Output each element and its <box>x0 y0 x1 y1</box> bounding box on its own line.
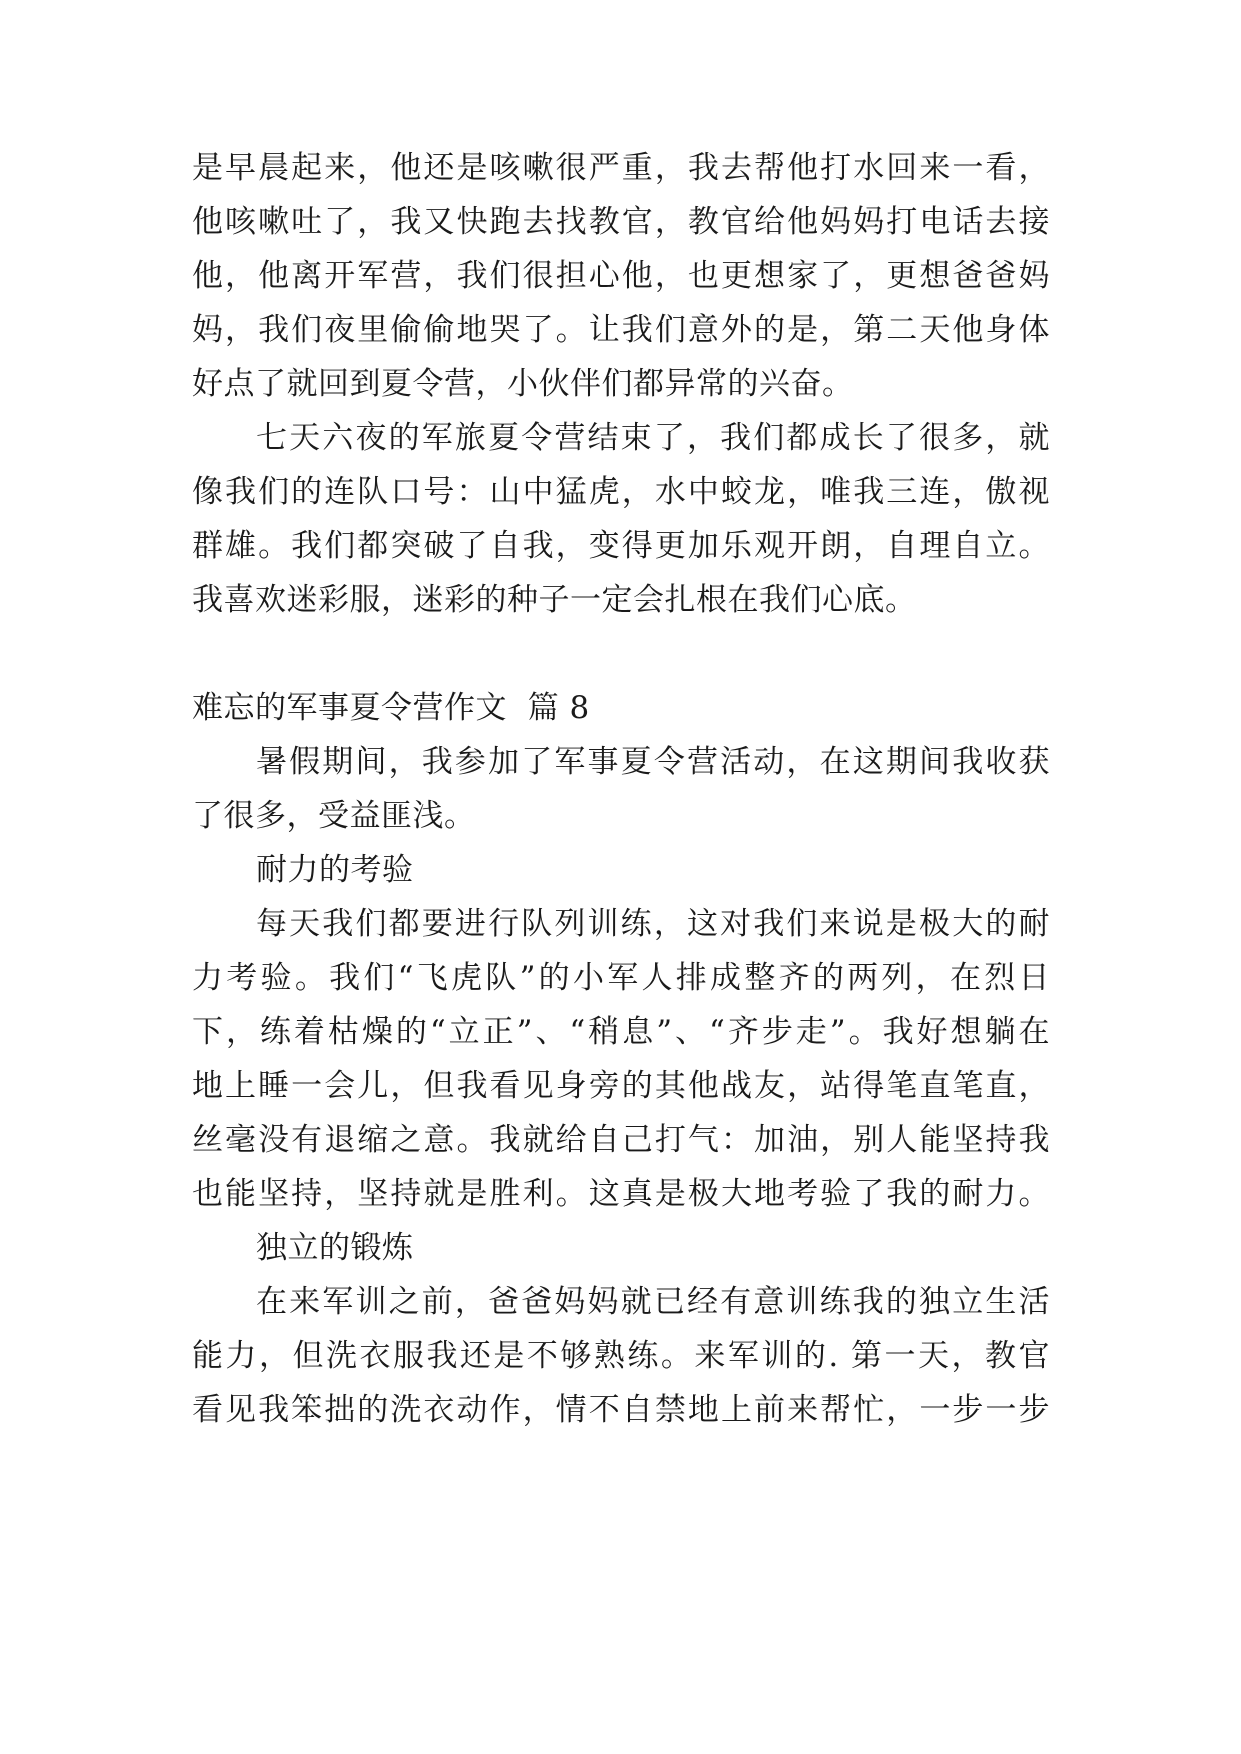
paragraph-line: 我喜欢迷彩服，迷彩的种子一定会扎根在我们心底。 <box>192 582 917 618</box>
paragraph-line: 也能坚持，坚持就是胜利。这真是极大地考验了我的耐力。 <box>192 1176 1050 1212</box>
paragraph-line: 力考验。我们“飞虎队”的小军人排成整齐的两列，在烈日 <box>192 960 1050 996</box>
paragraph-line: 他咳嗽吐了，我又快跑去找教官，教官给他妈妈打电话去接 <box>192 204 1050 240</box>
paragraph-line: 群雄。我们都突破了自我，变得更加乐观开朗，自理自立。 <box>192 528 1050 564</box>
paragraph-line: 下，练着枯燥的“立正”、“稍息”、“齐步走”。我好想躺在 <box>192 1014 1050 1050</box>
paragraph-line: 能力，但洗衣服我还是不够熟练。来军训的. 第一天，教官 <box>192 1338 1050 1374</box>
paragraph-line: 像我们的连队口号：山中猛虎，水中蛟龙，唯我三连，傲视 <box>192 474 1050 510</box>
paragraph-line: 妈，我们夜里偷偷地哭了。让我们意外的是，第二天他身体 <box>192 312 1050 348</box>
subheading: 耐力的考验 <box>256 852 414 888</box>
paragraph-line: 丝毫没有退缩之意。我就给自己打气：加油，别人能坚持我 <box>192 1122 1050 1158</box>
subheading: 独立的锻炼 <box>256 1230 414 1266</box>
paragraph-line: 地上睡一会儿，但我看见身旁的其他战友，站得笔直笔直， <box>192 1068 1050 1104</box>
paragraph-line: 每天我们都要进行队列训练，这对我们来说是极大的耐 <box>256 906 1050 942</box>
paragraph-line: 暑假期间，我参加了军事夏令营活动，在这期间我收获 <box>256 744 1050 780</box>
paragraph-line: 好点了就回到夏令营，小伙伴们都异常的兴奋。 <box>192 366 854 402</box>
paragraph-line: 了很多，受益匪浅。 <box>192 798 476 834</box>
paragraph-line: 是早晨起来，他还是咳嗽很严重，我去帮他打水回来一看， <box>192 150 1050 186</box>
paragraph-line: 看见我笨拙的洗衣动作，情不自禁地上前来帮忙，一步一步 <box>192 1392 1050 1428</box>
paragraph-line: 在来军训之前，爸爸妈妈就已经有意训练我的独立生活 <box>256 1284 1050 1320</box>
paragraph-line: 他，他离开军营，我们很担心他，也更想家了，更想爸爸妈 <box>192 258 1050 294</box>
paragraph-line: 七天六夜的军旅夏令营结束了，我们都成长了很多，就 <box>256 420 1050 456</box>
section-heading: 难忘的军事夏令营作文 篇 8 <box>192 690 590 726</box>
